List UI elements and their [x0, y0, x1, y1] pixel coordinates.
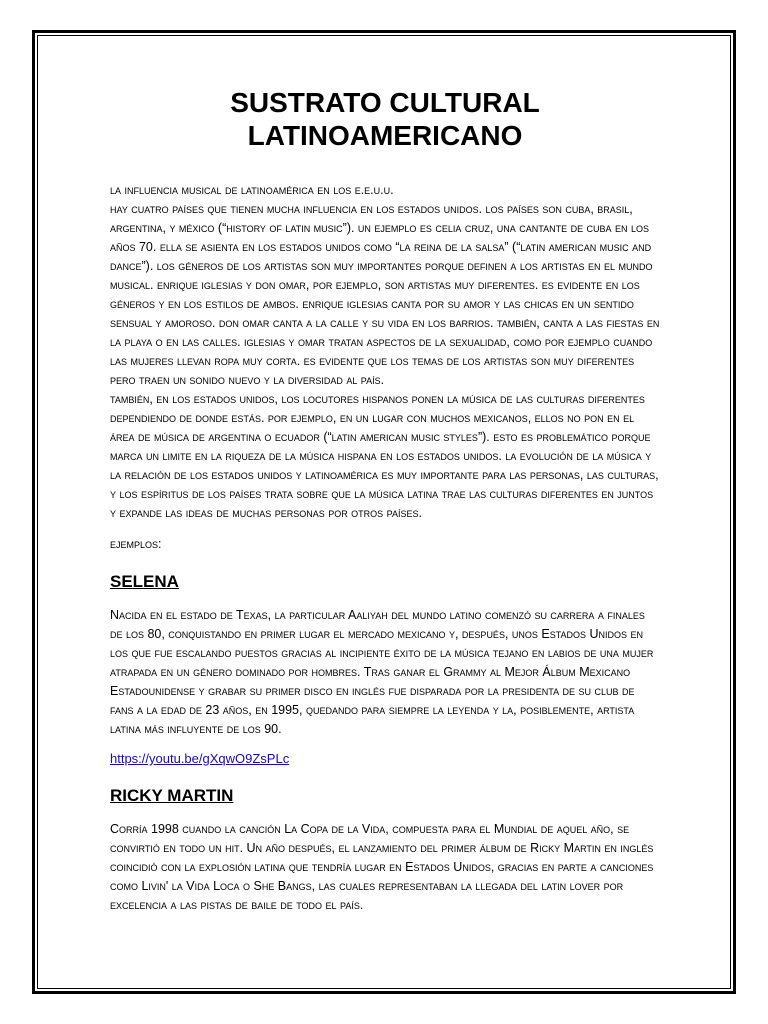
section-heading-selena: SELENA: [110, 572, 179, 591]
title-line-1: SUSTRATO CULTURAL: [230, 87, 540, 118]
examples-label: ejemplos:: [110, 537, 162, 551]
document-body: [110, 86, 660, 915]
paragraph-2: también, en los estados unidos, los locutores hispanos ponen la música de las culturas diferentes dependiendo de donde estás. por ejemplo, en un lugar con muchos mexicanos, ellos no pon en el área de música de argentina o ecuador (“latin american music styles”). esto es problemático porque marca un limite en la riqueza de la música hispana en los estados unidos. la evolución de la música y la relación de los estados unidos y latinoamérica es muy importante para las personas, las culturas, y los espíritus de los países trata sobre que la música latina trae las culturas diferentes en juntos y expande las ideas de muchas personas por otros países.: [110, 392, 659, 520]
section-text-ricky-martin: Corría 1998 cuando la canción La Copa de la Vida, compuesta para el Mundial de aquel año, se convirtió en todo un hit. Un año después, el lanzamiento del primer álbum de Ricky Martin en inglés coincidió con la explosión latina que tendría lugar en Estados Unidos, gracias en parte a canciones como Livin' la Vida Loca o She Bangs, las cuales representaban la llegada del latin lover por excelencia a las pistas de baile de todo el país.: [110, 822, 654, 912]
document-title: [110, 86, 660, 152]
section-text-selena: Nacida en el estado de Texas, la particular Aaliyah del mundo latino comenzó su carrera a finales de los 80, conquistando en primer lugar el mercado mexicano y, después, unos Estados Unidos en los que fue escalando puestos gracias al incipiente éxito de la música tejano en labios de una mujer atrapada en un género dominado por hombres. Tras ganar el Grammy al Mejor Álbum Mexicano Estadounidense y grabar su primer disco en inglés fue disparada por la presidenta de su club de fans a la edad de 23 años, en 1995, quedando para siempre la leyenda y la, posiblemente, artista latina más influyente de los 90.: [110, 608, 654, 736]
youtube-link[interactable]: https://youtu.be/gXqwO9ZsPLc: [110, 751, 290, 766]
title-line-2: LATINOAMERICANO: [247, 120, 523, 151]
intro-heading: la influencia musical de latinoamérica en los e.e.u.u.: [110, 183, 394, 197]
paragraph-1: hay cuatro países que tienen mucha influencia en los estados unidos. los países son cuba, brasil, argentina, y méxico (“history of latin music”). un ejemplo es celia cruz, una cantante de cuba en los años 70. ella se asienta en los estados unidos como “la reina de la salsa” (“latin american music and dance”). los géneros de los artistas son muy importantes porque definen a los artistas en el mundo musical. enrique iglesias y don omar, por ejemplo, son artistas muy diferentes. es evidente en los géneros y en los estilos de ambos. enrique iglesias canta por su amor y las chicas en un sentido sensual y amoroso. don omar canta a la calle y su vida en los barrios. también, canta a las fiestas en la playa o en las calles. iglesias y omar tratan aspectos de la sexualidad, como por ejemplo cuando las mujeres llevan ropa muy corta. es evidente que los temas de los artistas son muy diferentes pero traen un sonido nuevo y la diversidad al país.: [110, 202, 660, 387]
section-heading-ricky-martin: RICKY MARTIN: [110, 786, 234, 805]
